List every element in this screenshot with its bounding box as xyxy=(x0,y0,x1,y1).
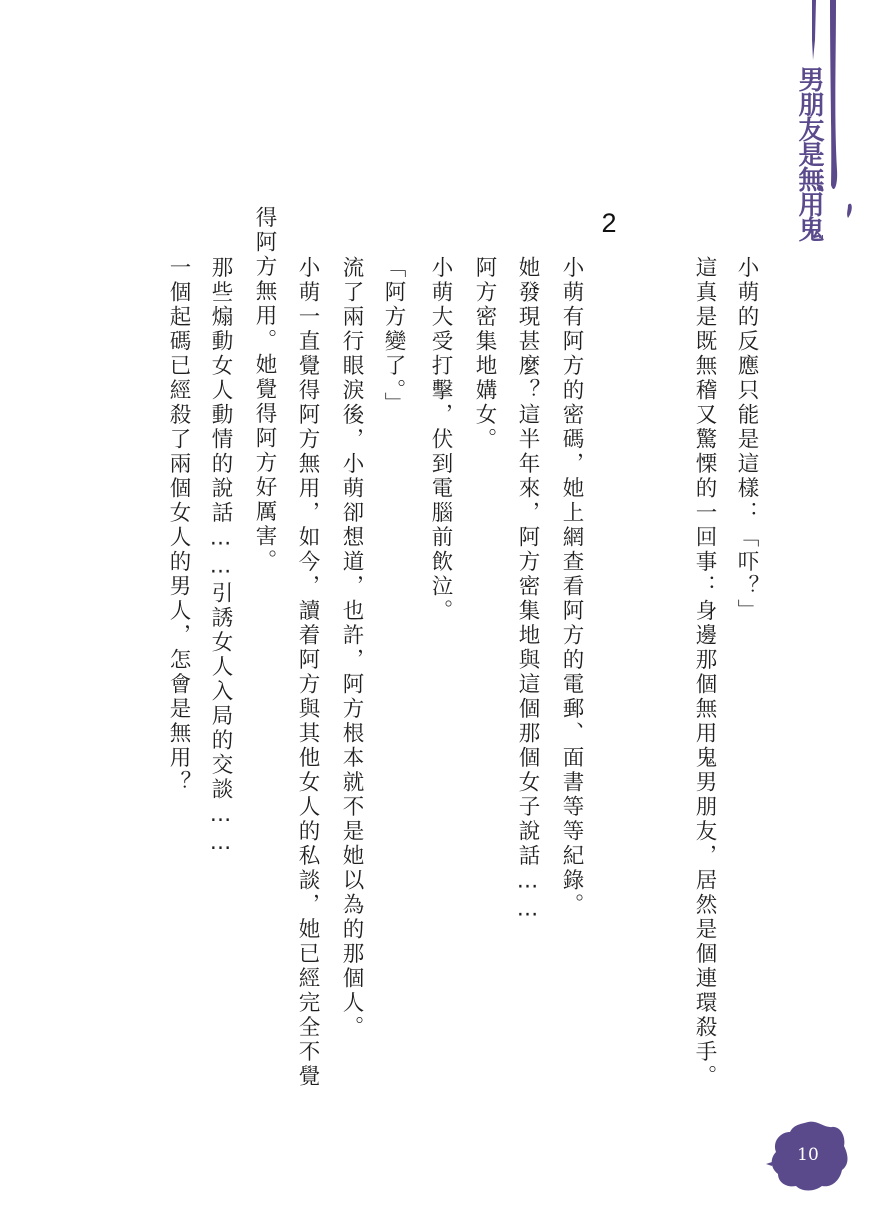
text-column: 小萌有阿方的密碼，她上網查看阿方的電郵、面書等等紀錄。 xyxy=(559,256,584,918)
text-column: 小萌大受打擊，伏到電腦前飲泣。 xyxy=(428,256,453,624)
text-column: 那些煽動女人動情的說話……引誘女人入局的交談…… xyxy=(208,256,233,858)
chapter-number: 2 xyxy=(601,208,617,238)
text-column: 流了兩行眼淚後，小萌卻想道，也許，阿方根本就不是她以為的那個人。 xyxy=(339,256,364,1040)
text-column: 小萌一直覺得阿方無用，如今，讀着阿方與其他女人的私談，她已經完全不覺 xyxy=(295,256,320,1089)
page-number: 10 xyxy=(797,1145,819,1165)
book-title: 男朋友是無用鬼 xyxy=(794,66,824,241)
text-column: 阿方密集地媾女。 xyxy=(472,256,497,452)
text-column: 這真是既無稽又驚慄的一回事：身邊那個無用鬼男朋友，居然是個連環殺手。 xyxy=(692,256,717,1089)
text-column: 她發現甚麼？這半年來，阿方密集地與這個那個女子說話…… xyxy=(515,256,540,925)
text-column: 「阿方變了。」 xyxy=(381,256,406,417)
text-column: 一個起碼已經殺了兩個女人的男人，怎會是無用？ xyxy=(166,256,191,795)
text-column: 小萌的反應只能是這樣：「吓？」 xyxy=(734,256,759,624)
text-column: 得阿方無用。她覺得阿方好厲害。 xyxy=(252,206,277,574)
